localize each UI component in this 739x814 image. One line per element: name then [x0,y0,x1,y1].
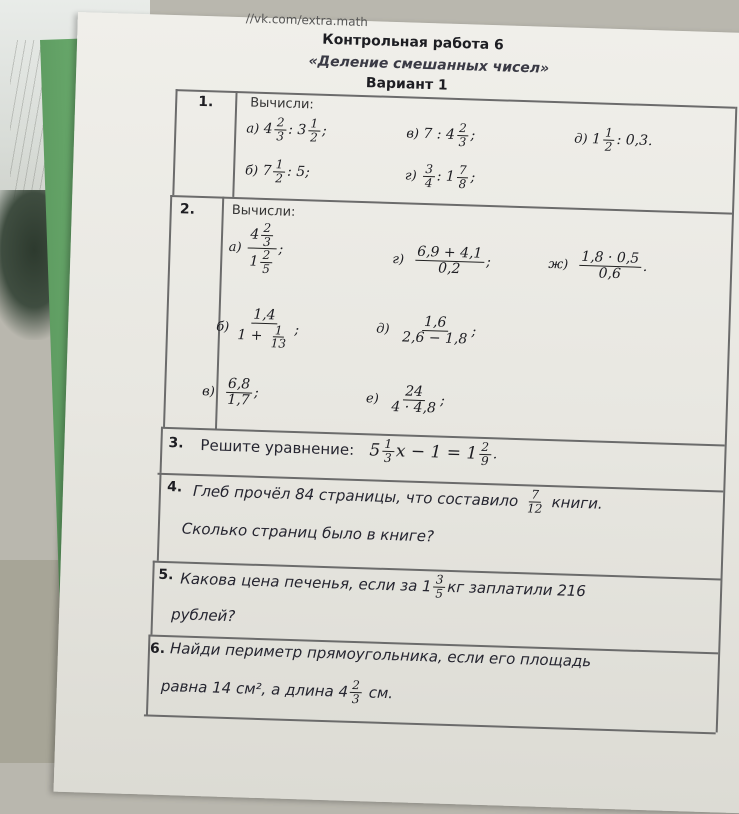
punctuation: . [642,259,648,276]
task4-line2: Сколько страниц было в книге? [181,519,435,546]
denominator: 3 [351,691,360,706]
task-text: Решите уравнение: [200,436,355,459]
task-number: 3. [168,435,184,452]
numerator: 2 [479,441,491,455]
punctuation: ; [294,321,300,339]
task-number: 1. [197,93,214,111]
equation-part: x − 1 = 1 [395,441,478,464]
numerator: 1 [273,158,285,172]
expression-part: 1 + [237,327,263,345]
denominator: 2 [275,170,284,186]
fraction [268,324,288,351]
task-text: равна 14 см², а длина 4 [160,677,349,701]
expression-part: 7 : 4 [423,126,456,143]
task-number: 4. [166,479,183,496]
denominator: 9 [480,453,489,468]
fraction [479,441,491,468]
fraction [603,127,615,154]
fraction [525,488,545,515]
expression-part: : 0,3. [616,132,653,150]
numerator: 1,8 · 0,5 [579,250,641,268]
fraction [260,249,272,276]
fraction [414,245,484,278]
task-number: 6. [149,640,166,658]
task1-item-b [245,157,311,185]
whole-part: 7 [262,162,272,180]
denominator: 13 [270,336,287,351]
table-line [157,473,161,561]
whole-part: 4 [250,226,260,243]
numerator: 7 [457,164,469,178]
task-text: см. [368,683,394,703]
numerator: 1 [382,438,394,452]
complex-fraction [247,221,277,275]
denominator: 5 [262,261,271,276]
fraction [579,250,642,282]
denominator [247,249,276,276]
numerator: 6,8 [226,377,253,394]
denominator [235,323,293,351]
task2-item-b [216,307,300,351]
fraction [456,164,468,191]
fraction [350,679,362,706]
numerator: 6,9 + 4,1 [415,245,485,263]
numerator: 1 [603,127,615,141]
task-instruction: Вычисли: [249,95,315,113]
task6-line1: Найди периметр прямоугольника, если его площадь [169,639,592,671]
punctuation: ; [253,384,259,402]
item-label: д) [375,321,390,337]
task-text: кг заплатили 216 [446,577,587,601]
punctuation: ; [471,323,477,340]
task2-item-e [366,383,446,416]
task2-item-g [392,244,491,277]
numerator: 2 [261,222,273,236]
complex-fraction [235,307,293,351]
task6-line2 [160,673,393,706]
punctuation: ; [470,169,476,186]
item-label: б) [244,162,259,179]
table-line [150,561,154,635]
task2-item-v [202,376,259,408]
denominator: 3 [262,234,271,249]
table-line [144,714,716,733]
task1-item-d [574,126,653,155]
task2-item-d [376,314,477,348]
denominator: 3 [383,450,392,465]
denominator: 5 [435,586,444,601]
punctuation: ; [278,241,284,258]
task5-line2: рублей? [170,605,236,626]
task2-item-a [228,221,284,276]
numerator: 1 [308,117,320,131]
denominator: 0,2 [437,260,461,277]
table-line [716,107,737,733]
item-label: ж) [548,256,569,273]
task1-item-v [406,120,476,148]
punctuation: ; [439,392,446,409]
numerator: 1,4 [251,308,278,325]
denominator: 4 [424,175,433,190]
numerator: 7 [529,488,541,502]
punctuation: ; [470,127,476,144]
table-line [172,89,177,195]
numerator: 2 [275,116,287,130]
whole-part: 1 [591,131,602,148]
item-label: в) [201,383,216,400]
fraction [225,377,252,408]
denominator: 3 [276,128,285,144]
task-text: Какова цена печенья, если за 1 [179,569,432,596]
numerator: 2 [457,122,469,136]
task1-item-a [246,115,327,144]
denominator: 2 [309,129,318,145]
punctuation: ; [321,122,327,139]
operator: : [287,121,294,138]
item-label: в) [406,125,420,142]
item-label: б) [215,319,230,336]
whole-part: 5 [369,440,381,461]
punctuation: ; [485,254,492,271]
numerator: 24 [403,384,425,400]
item-label: г) [392,251,405,268]
task-text: книги. [551,493,603,513]
fraction [400,314,470,347]
numerator [248,221,277,249]
page-title: Контрольная работа 6 [321,31,505,54]
source-url: //vk.com/extra.math [245,11,369,30]
operator: : 1 [436,168,456,186]
numerator: 3 [423,163,435,177]
variant-label: Вариант 1 [365,75,448,94]
numerator: 2 [350,679,362,693]
numerator: 2 [260,249,272,263]
denominator: 2 [604,139,613,154]
fraction [273,158,285,185]
item-label: г) [404,167,417,184]
table-line [160,427,163,473]
fraction [433,573,445,600]
numerator: 1 [273,324,285,338]
page-subtitle: «Деление смешанных чисел» [308,53,550,77]
fraction [423,163,435,190]
whole-part: 3 [297,122,307,139]
task2-item-zh [548,249,648,282]
item-label: а) [228,240,242,256]
numerator: 1,6 [422,315,449,332]
denominator: 0,6 [598,265,622,282]
whole-part: 4 [263,120,273,138]
denominator: 4 · 4,8 [391,398,437,417]
fraction [274,116,286,143]
fraction [308,117,320,144]
table-line [232,91,237,197]
fraction [389,384,438,416]
denominator: 2,6 − 1,8 [401,329,468,348]
item-label: е) [365,390,379,407]
fraction [261,222,273,249]
task-number: 5. [158,566,174,584]
whole-part: 1 [249,253,259,270]
denominator: 3 [458,134,467,149]
task-number: 2. [179,201,196,218]
item-label: а) [246,120,260,137]
denominator: 12 [526,500,543,516]
denominator: 8 [458,176,467,191]
numerator: 3 [434,573,446,587]
task-instruction: Вычисли: [231,202,296,220]
expression-part: : 5; [286,163,311,181]
item-label: д) [574,131,588,147]
task4-line1 [193,478,603,517]
denominator: 1,7 [227,391,250,409]
table-line [163,195,172,427]
task1-item-g [405,162,476,190]
test-sheet [53,12,739,814]
fraction [456,122,468,149]
punctuation: . [492,446,498,463]
task-text: Глеб прочёл 84 страницы, что составило [192,481,519,511]
fraction [382,438,394,465]
